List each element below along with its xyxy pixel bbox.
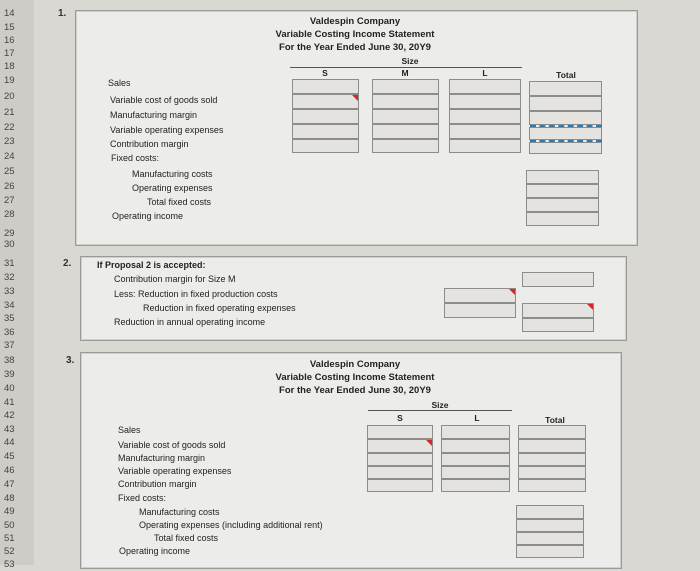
q1-total-var-cogs-input[interactable] — [529, 96, 602, 111]
q1-l-contrib-input[interactable] — [449, 139, 521, 153]
row-number: 40 — [4, 383, 15, 394]
row-number: 41 — [4, 397, 15, 408]
q1-line-contrib-margin: Contribution margin — [110, 139, 189, 149]
q3-period-title: For the Year Ended June 30, 20Y9 — [279, 385, 431, 396]
q3-total-var-cogs-input[interactable] — [518, 439, 586, 453]
row-number: 43 — [4, 424, 15, 435]
q1-line-mfg-costs: Manufacturing costs — [132, 169, 213, 179]
q3-l-var-cogs-input[interactable] — [441, 439, 510, 453]
q1-line-mfg-margin: Manufacturing margin — [110, 110, 198, 120]
q3-line-mfg-margin: Manufacturing margin — [118, 453, 206, 463]
q2-reduce-prod-input[interactable] — [444, 288, 516, 303]
q1-col-l: L — [482, 68, 488, 78]
q3-l-var-opex-input[interactable] — [441, 466, 510, 479]
row-number: 25 — [4, 166, 15, 177]
row-number: 17 — [4, 48, 15, 59]
q1-s-contrib-input[interactable] — [292, 139, 359, 153]
row-number: 30 — [4, 239, 15, 250]
row-number: 39 — [4, 369, 15, 380]
q1-total-var-opex-input[interactable] — [529, 127, 602, 140]
q1-s-mfg-margin-input[interactable] — [292, 109, 359, 124]
q3-line-fixed-costs: Fixed costs: — [118, 493, 167, 503]
q3-s-contrib-input[interactable] — [367, 479, 433, 492]
q1-m-mfg-margin-input[interactable] — [372, 109, 439, 124]
question-number: 1. — [58, 8, 67, 19]
row-number: 33 — [4, 286, 15, 297]
q1-l-var-cogs-input[interactable] — [449, 94, 521, 109]
q1-s-var-cogs-input[interactable] — [292, 94, 359, 109]
row-number: 38 — [4, 355, 15, 366]
q3-size-underline — [368, 410, 512, 411]
row-number: 22 — [4, 122, 15, 133]
q3-total-mfg-costs-input[interactable] — [516, 505, 584, 519]
q1-col-total: Total — [556, 70, 576, 80]
q3-size-header: Size — [431, 400, 449, 410]
q1-l-sales-input[interactable] — [449, 79, 521, 94]
q1-total-op-income-input[interactable] — [526, 212, 599, 226]
row-number: 32 — [4, 272, 15, 283]
row-number: 29 — [4, 228, 15, 239]
row-number: 51 — [4, 533, 15, 544]
q1-s-sales-input[interactable] — [292, 79, 359, 94]
row-number: 52 — [4, 546, 15, 557]
row-number: 44 — [4, 437, 15, 448]
q1-l-var-opex-input[interactable] — [449, 124, 521, 139]
q3-total-op-income-input[interactable] — [516, 545, 584, 558]
row-number: 47 — [4, 479, 15, 490]
q3-s-sales-input[interactable] — [367, 425, 433, 439]
q3-line-var-cogs: Variable cost of goods sold — [118, 440, 226, 450]
q1-statement-title: Variable Costing Income Statement — [275, 29, 435, 40]
row-number: 31 — [4, 258, 15, 269]
row-number: 26 — [4, 181, 15, 192]
row-number: 27 — [4, 195, 15, 206]
row-number: 42 — [4, 410, 15, 421]
q1-line-opex: Operating expenses — [132, 183, 213, 193]
row-number: 48 — [4, 493, 15, 504]
q1-line-total-fixed: Total fixed costs — [147, 197, 212, 207]
q1-m-sales-input[interactable] — [372, 79, 439, 94]
q3-statement-title: Variable Costing Income Statement — [275, 372, 435, 383]
q1-size-header: Size — [401, 56, 419, 66]
q1-col-m: M — [401, 68, 409, 78]
q1-m-var-cogs-input[interactable] — [372, 94, 439, 109]
q3-line-mfg-costs: Manufacturing costs — [139, 507, 220, 517]
row-number: 24 — [4, 151, 15, 162]
q3-s-mfg-margin-input[interactable] — [367, 453, 433, 466]
q3-l-sales-input[interactable] — [441, 425, 510, 439]
row-number: 16 — [4, 35, 15, 46]
q3-line-op-income: Operating income — [119, 546, 191, 556]
q1-period-title: For the Year Ended June 30, 20Y9 — [279, 42, 431, 53]
row-number: 23 — [4, 136, 15, 147]
q2-line-reduce-prod: Less: Reduction in fixed production costs — [114, 289, 278, 299]
q1-line-fixed-costs: Fixed costs: — [111, 153, 160, 163]
row-number: 18 — [4, 61, 15, 72]
q3-total-contrib-input[interactable] — [518, 479, 586, 492]
q3-s-var-opex-input[interactable] — [367, 466, 433, 479]
q2-line-reduce-income: Reduction in annual operating income — [114, 317, 266, 327]
q2-reduce-opex-input[interactable] — [444, 303, 516, 318]
q1-total-fixed-input[interactable] — [526, 198, 599, 212]
q1-total-opex-input[interactable] — [526, 184, 599, 198]
q2-contrib-input[interactable] — [522, 272, 594, 287]
q1-m-contrib-input[interactable] — [372, 139, 439, 153]
q3-col-s: S — [397, 413, 403, 423]
q3-s-var-cogs-input[interactable] — [367, 439, 433, 453]
q3-total-opex-input[interactable] — [516, 519, 584, 532]
row-number: 45 — [4, 451, 15, 462]
row-number: 46 — [4, 465, 15, 476]
row-number: 21 — [4, 107, 15, 118]
q2-line-reduce-opex: Reduction in fixed operating expenses — [143, 303, 296, 313]
q1-line-sales: Sales — [108, 78, 131, 88]
q3-l-contrib-input[interactable] — [441, 479, 510, 492]
q1-line-var-opex: Variable operating expenses — [110, 125, 224, 135]
row-number: 53 — [4, 559, 15, 570]
q2-op-income-input[interactable] — [522, 318, 594, 332]
q3-col-total: Total — [545, 415, 565, 425]
row-number: 28 — [4, 209, 15, 220]
q3-total-fixed-input[interactable] — [516, 532, 584, 545]
q3-total-var-opex-input[interactable] — [518, 466, 586, 479]
q3-l-mfg-margin-input[interactable] — [441, 453, 510, 466]
q1-m-var-opex-input[interactable] — [372, 124, 439, 139]
q1-l-mfg-margin-input[interactable] — [449, 109, 521, 124]
row-number-gutter — [0, 0, 34, 570]
q1-col-s: S — [322, 68, 328, 78]
row-number: 34 — [4, 300, 15, 311]
q1-company-title: Valdespin Company — [309, 16, 401, 27]
question-number: 2. — [63, 258, 72, 269]
q2-line-contrib-m: Contribution margin for Size M — [114, 274, 236, 284]
row-number: 37 — [4, 340, 15, 351]
q1-line-var-cogs: Variable cost of goods sold — [110, 95, 218, 105]
row-number: 35 — [4, 313, 15, 324]
q3-line-sales: Sales — [118, 425, 141, 435]
row-number: 36 — [4, 327, 15, 338]
row-number: 14 — [4, 8, 15, 19]
q3-line-var-opex: Variable operating expenses — [118, 466, 232, 476]
q1-total-mfg-margin-input[interactable] — [529, 111, 602, 125]
q3-col-l: L — [474, 413, 480, 423]
q1-s-var-opex-input[interactable] — [292, 124, 359, 139]
q1-total-mfg-costs-input[interactable] — [526, 170, 599, 184]
q3-total-sales-input[interactable] — [518, 425, 586, 439]
row-number: 15 — [4, 22, 15, 33]
row-number: 49 — [4, 506, 15, 517]
q1-total-contrib-input[interactable] — [529, 142, 602, 154]
q1-total-sales-input[interactable] — [529, 81, 602, 96]
row-number: 50 — [4, 520, 15, 531]
q2-heading: If Proposal 2 is accepted: — [97, 260, 206, 270]
q2-total-reduce-input[interactable] — [522, 303, 594, 318]
question-number: 3. — [66, 355, 75, 366]
q1-line-op-income: Operating income — [112, 211, 184, 221]
q3-line-total-fixed: Total fixed costs — [154, 533, 219, 543]
row-number: 19 — [4, 75, 15, 86]
q3-line-opex: Operating expenses (including additional rent) — [139, 520, 323, 530]
q3-company-title: Valdespin Company — [309, 359, 401, 370]
q3-total-mfg-margin-input[interactable] — [518, 453, 586, 466]
q3-line-contrib-margin: Contribution margin — [118, 479, 197, 489]
row-number: 20 — [4, 91, 15, 102]
